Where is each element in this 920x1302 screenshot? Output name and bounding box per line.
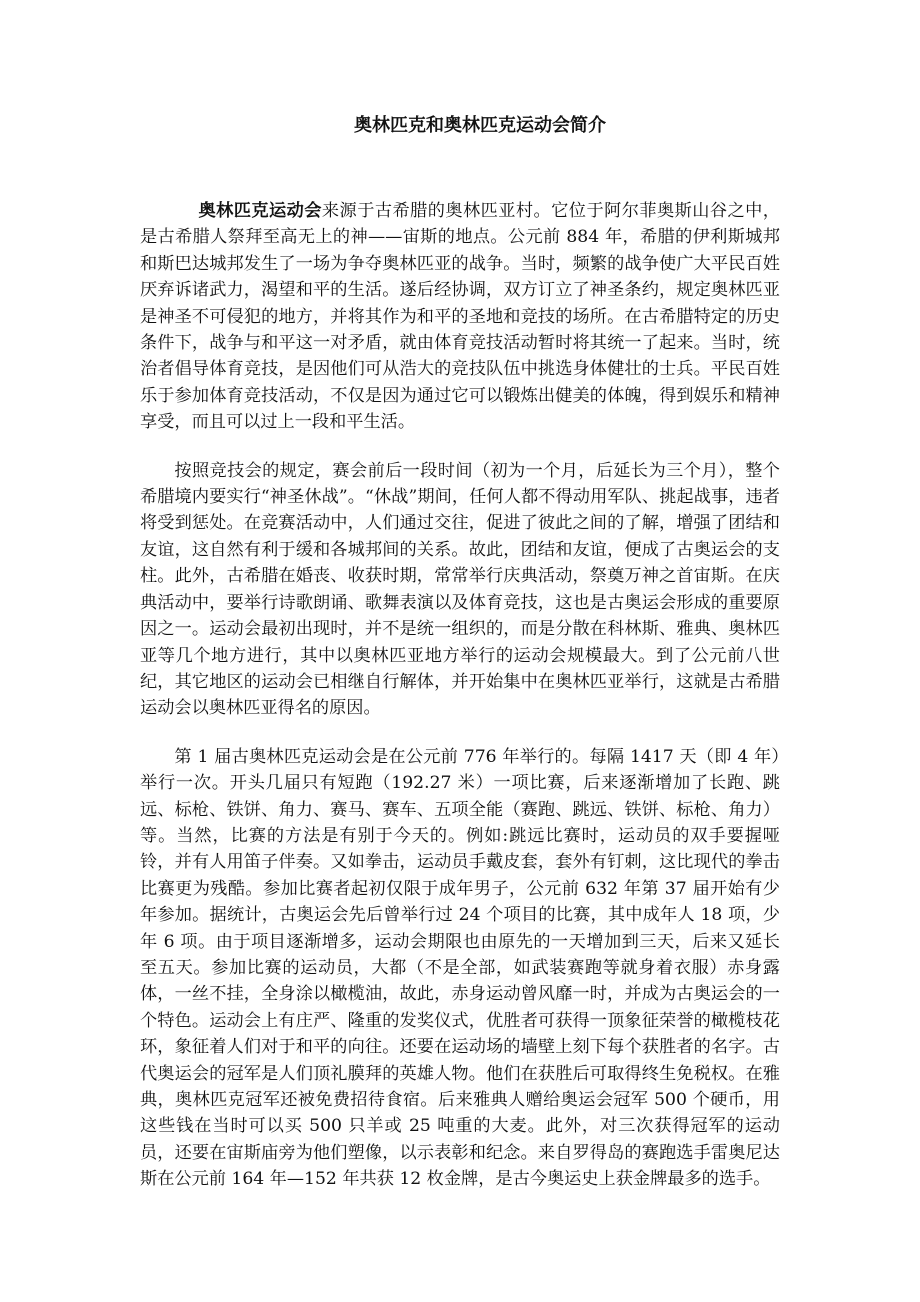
paragraph-lead-term: 奥林匹克运动会 [198, 201, 322, 221]
paragraph-first-games [140, 744, 780, 1193]
document-title: 奥林匹克和奥林匹克运动会简介 [354, 115, 606, 136]
paragraph-text: 按照竞技会的规定，赛会前后一段时间（初为一个月，后延长为三个月），整个希腊境内要实行“神圣休战”。“休战”期间，任何人都不得动用军队、挑起战事，违者将受到惩处。在竞赛活动中，人们通过交往，促进了彼此之间的了解，增强了团结和友谊，这自然有利于缓和各城邦间的关系。故此，团结和友谊，便成了古奥运会的支柱。此外，古希腊在婚丧、收获时期，常常举行庆典活动，祭奠万神之首宙斯。在庆典活动中，要举行诗歌朗诵、歌舞表演以及体育竞技，这也是古奥运会形成的重要原因之一。运动会最初出现时，并不是统一组织的，而是分散在科林斯、雅典、奥林匹亚等几个地方进行，其中以奥林匹亚地方举行的运动会规模最大。到了公元前八世纪，其它地区的运动会已相继自行解体，并开始集中在奥林匹亚举行，这就是古希腊运动会以奥林匹亚得名的原因。 [140, 460, 780, 719]
document-body [140, 198, 780, 1215]
paragraph-text: 第 1 届古奥林匹克运动会是在公元前 776 年举行的。每隔 1417 天（即 4 年）举行一次。开头几届只有短跑（192.27 米）一项比赛，后来逐渐增加了长跑、跳远、标枪、铁饼、角力、赛马、赛车、五项全能（赛跑、跳远、铁饼、标枪、角力）等。当然，比赛的方法是有别于今天的。例如:跳远比赛时，运动员的双手要握哑铃，并有人用笛子伴奏。又如拳击，运动员手戴皮套，套外有钉刺，这比现代的拳击比赛更为残酷。参加比赛者起初仅限于成年男子，公元前 632 年第 37 届开始有少年参加。据统计，古奥运会先后曾举行过 24 个项目的比赛，其中成年人 18 项，少年 6 项。由于项目逐渐增多，运动会期限也由原先的一天增加到三天，后来又延长至五天。参加比赛的运动员，大都（不是全部，如武装赛跑等就身着衣服）赤身露体，一丝不挂，全身涂以橄榄油，故此，赤身运动曾风靡一时，并成为古奥运会的一个特色。运动会上有庄严、隆重的发奖仪式，优胜者可获得一顶象征荣誉的橄榄枝花环，象征着人们对于和平的向往。还要在运动场的墙壁上刻下每个获胜者的名字。古代奥运会的冠军是人们顶礼膜拜的英雄人物。他们在获胜后可取得终生免税权。在雅典，奥林匹克冠军还被免费招待食宿。后来雅典人赠给奥运会冠军 500 个硬币，用这些钱在当时可以买 500 只羊或 25 吨重的大麦。此外，对三次获得冠军的运动员，还要在宙斯庙旁为他们塑像，以示表彰和纪念。来自罗得岛的赛跑选手雷奥尼达斯在公元前 164 年—152 年共获 12 枚金牌，是古今奥运史上获金牌最多的选手。 [140, 746, 780, 1190]
paragraph-origin [140, 198, 780, 436]
paragraph-sacred-truce [140, 458, 780, 722]
paragraph-text: 来源于古希腊的奥林匹亚村。它位于阿尔菲奥斯山谷之中，是古希腊人祭拜至高无上的神——宙斯的地点。公元前 884 年，希腊的伊利斯城邦和斯巴达城邦发生了一场为争夺奥林匹亚的战争。当时，频繁的战争使广大平民百姓厌弃诉诸武力，渴望和平的生活。遂后经协调，双方订立了神圣条约，规定奥林匹亚是神圣不可侵犯的地方，并将其作为和平的圣地和竞技的场所。在古希腊特定的历史条件下，战争与和平这一对矛盾，就由体育竞技活动暂时将其统一了起来。当时，统治者倡导体育竞技，是因他们可从浩大的竞技队伍中挑选身体健壮的士兵。平民百姓乐于参加体育竞技活动，不仅是因为通过它可以锻炼出健美的体魄，得到娱乐和精神享受，而且可以过上一段和平生活。 [140, 201, 780, 433]
